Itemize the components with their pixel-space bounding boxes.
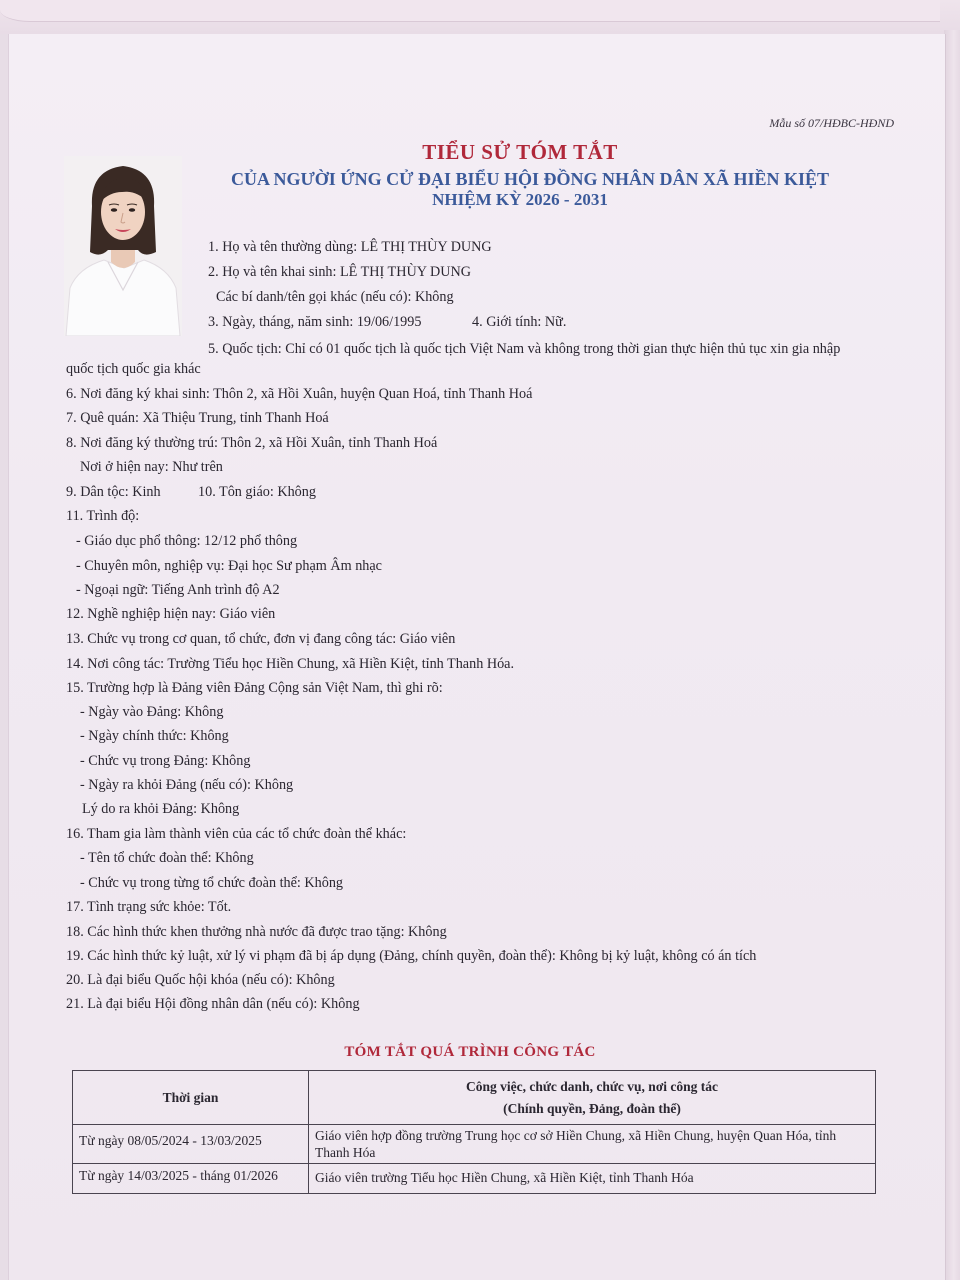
line-organization-name: - Tên tổ chức đoàn thể: Không <box>80 850 254 866</box>
line-party-heading: 15. Trường hợp là Đảng viên Đảng Cộng sản Việt Nam, thì ghi rõ: <box>66 680 443 696</box>
line-organizations-heading: 16. Tham gia làm thành viên của các tổ chức đoàn thể khác: <box>66 826 407 842</box>
table-row <box>73 1164 876 1194</box>
line-party-official-date: - Ngày chính thức: Không <box>80 728 229 744</box>
line-ethnicity: 9. Dân tộc: Kinh <box>66 484 161 500</box>
line-aliases: Các bí danh/tên gọi khác (nếu có): Không <box>216 289 454 305</box>
line-current-residence: Nơi ở hiện nay: Như trên <box>80 459 223 475</box>
header-role <box>309 1071 876 1125</box>
line-date-of-birth: 3. Ngày, tháng, năm sinh: 19/06/1995 <box>208 314 422 330</box>
line-national-assembly: 20. Là đại biểu Quốc hội khóa (nếu có): Không <box>66 972 335 988</box>
line-occupation: 12. Nghề nghiệp hiện nay: Giáo viên <box>66 606 276 622</box>
line-organization-position: - Chức vụ trong từng tổ chức đoàn thể: Không <box>80 875 344 891</box>
line-position: 13. Chức vụ trong cơ quan, tổ chức, đơn vị đang công tác: Giáo viên <box>66 631 456 647</box>
line-discipline: 19. Các hình thức kỷ luật, xử lý vi phạm đã bị áp dụng (Đảng, chính quyền, đoàn thể): Không bị kỷ luật, không có án tích <box>66 948 757 964</box>
line-health: 17. Tình trạng sức khỏe: Tốt. <box>66 899 232 915</box>
line-religion: 10. Tôn giáo: Không <box>198 484 316 500</box>
line-party-position: - Chức vụ trong Đảng: Không <box>80 753 251 769</box>
header-time: Thời gian <box>73 1071 309 1125</box>
document-term: NHIỆM KỲ 2026 - 2031 <box>432 190 608 209</box>
work-history-title: TÓM TẮT QUÁ TRÌNH CÔNG TÁC <box>344 1044 596 1060</box>
row-time: Từ ngày 14/03/2025 - tháng 01/2026 <box>73 1164 309 1194</box>
line-awards: 18. Các hình thức khen thưởng nhà nước đã được trao tặng: Không <box>66 924 447 940</box>
line-nationality-cont: quốc tịch quốc gia khác <box>66 361 201 377</box>
header-role-line1: Công việc, chức danh, chức vụ, nơi công tác <box>465 1078 719 1094</box>
document-title: TIỂU SỬ TÓM TẮT <box>422 140 618 164</box>
line-party-leave-reason: Lý do ra khỏi Đảng: Không <box>82 801 240 817</box>
form-code: Mẫu số 07/HĐBC-HĐND <box>769 116 894 130</box>
line-common-name: 1. Họ và tên thường dùng: LÊ THỊ THÙY DUNG <box>208 239 492 255</box>
line-party-leave-date: - Ngày ra khỏi Đảng (nếu có): Không <box>80 777 294 793</box>
row-role: Giáo viên hợp đồng trường Trung học cơ sở Hiền Chung, xã Hiền Chung, huyện Quan Hóa, tỉnh Thanh Hóa <box>309 1125 876 1164</box>
work-history-table <box>72 1070 876 1194</box>
portrait-photo <box>64 156 182 336</box>
line-birth-name: 2. Họ và tên khai sinh: LÊ THỊ THÙY DUNG <box>208 264 471 280</box>
row-time: Từ ngày 08/05/2024 - 13/03/2025 <box>73 1125 309 1164</box>
previous-sheet <box>0 0 940 22</box>
table-header-row <box>73 1071 876 1125</box>
line-gender: 4. Giới tính: Nữ. <box>472 314 567 330</box>
line-workplace: 14. Nơi công tác: Trường Tiểu học Hiền Chung, xã Hiền Kiệt, tỉnh Thanh Hóa. <box>66 656 515 672</box>
line-party-join-date: - Ngày vào Đảng: Không <box>80 704 224 720</box>
row-role: Giáo viên trường Tiểu học Hiền Chung, xã Hiền Kiệt, tỉnh Thanh Hóa <box>309 1164 876 1194</box>
line-peoples-council: 21. Là đại biểu Hội đồng nhân dân (nếu có): Không <box>66 996 360 1012</box>
line-nationality: 5. Quốc tịch: Chỉ có 01 quốc tịch là quốc tịch Việt Nam và không trong thời gian thực hiện thủ tục xin gia nhập <box>208 341 841 357</box>
line-permanent-residence: 8. Nơi đăng ký thường trú: Thôn 2, xã Hồi Xuân, tỉnh Thanh Hoá <box>66 435 438 451</box>
header-role-line2: (Chính quyền, Đảng, đoàn thể) <box>503 1100 681 1116</box>
line-hometown: 7. Quê quán: Xã Thiệu Trung, tỉnh Thanh Hoá <box>66 410 329 426</box>
line-education-heading: 11. Trình độ: <box>66 508 140 524</box>
previous-sheet-edge <box>0 0 960 34</box>
line-general-education: - Giáo dục phổ thông: 12/12 phổ thông <box>76 533 298 549</box>
title-block <box>180 140 900 210</box>
document-subtitle: CỦA NGƯỜI ỨNG CỬ ĐẠI BIỂU HỘI ĐỒNG NHÂN DÂN XÃ HIỀN KIỆT <box>230 169 830 189</box>
line-specialization: - Chuyên môn, nghiệp vụ: Đại học Sư phạm Âm nhạc <box>76 558 382 574</box>
line-foreign-language: - Ngoại ngữ: Tiếng Anh trình độ A2 <box>76 582 280 598</box>
portrait-photo-image <box>64 156 182 336</box>
table-row <box>73 1125 876 1164</box>
line-birth-registration: 6. Nơi đăng ký khai sinh: Thôn 2, xã Hồi Xuân, huyện Quan Hoá, tỉnh Thanh Hoá <box>66 386 533 402</box>
paper-edge <box>944 30 960 1280</box>
